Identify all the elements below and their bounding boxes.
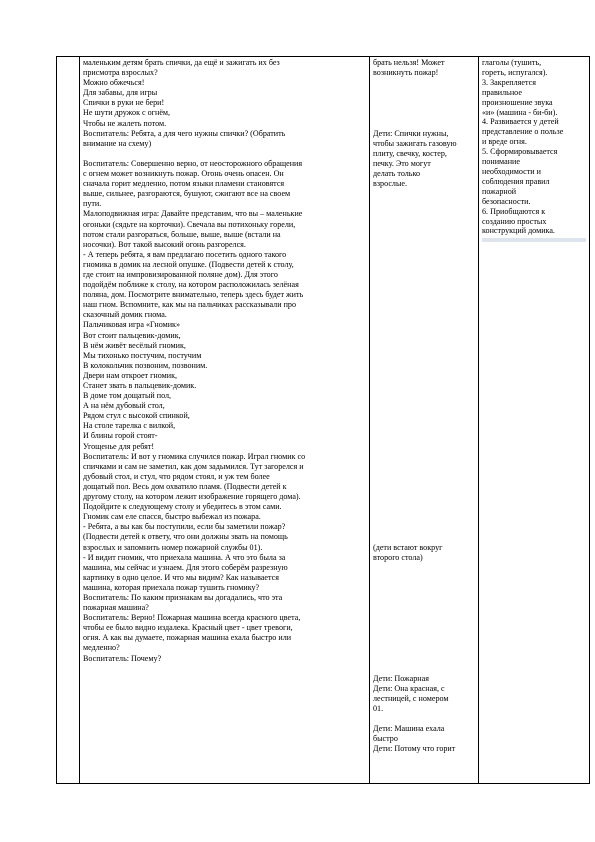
dialogue-line: Чтобы не жалеть потом. [83, 118, 167, 128]
dialogue-line: носочки). Вот такой высокий огонь разгорелся. [83, 239, 246, 249]
response-line [373, 512, 475, 522]
dialogue-line: - Ребята, а вы как бы поступили, если бы заметили пожар? [83, 522, 286, 532]
dialogue-line: В нём живёт весёлый гномик, [83, 340, 186, 350]
response-line [373, 341, 475, 351]
outcome-line: 5. Сформировывается [482, 147, 558, 157]
response-line [373, 532, 475, 542]
dialogue-line: выше, сильнее, разгораются, бушуют, сжигают все на своем [83, 189, 291, 199]
outcome-line: 4. Развивается у детей [482, 117, 559, 127]
response-line [373, 189, 475, 199]
response-line: взрослые. [373, 179, 407, 189]
response-line [373, 250, 475, 260]
children-responses-cell [370, 57, 479, 784]
dialogue-line: Мы тихонько постучим, постучим [83, 350, 202, 360]
response-line [373, 654, 475, 664]
outcome-line: 3. Закрепляется [482, 77, 536, 87]
response-line [373, 371, 475, 381]
response-line [373, 310, 475, 320]
outcome-line: представление о пользе [482, 127, 564, 137]
dialogue-line: картинку в одно целое. И что мы видим? Как называется [83, 572, 279, 582]
response-line [373, 462, 475, 472]
dialogue-line: Для забавы, для игры [83, 88, 158, 98]
response-line: плиту, свечку, костер, [373, 148, 447, 158]
dialogue-line: Двери нам откроет гномик, [83, 370, 178, 380]
response-line: Дети: Пожарная [373, 673, 429, 683]
response-line [373, 230, 475, 240]
response-line [373, 573, 475, 583]
outcome-line: гореть, испугался). [482, 67, 548, 77]
dialogue-line: сначала горит медленно, потом языки пламени становятся [83, 179, 285, 189]
response-line [373, 664, 475, 674]
outcome-line: безопасности. [482, 196, 531, 206]
dialogue-line: Гномик сам еле спасся, быстро выбежал из пожара. [83, 512, 261, 522]
dialogue-line: подойдём поближе к столу, на котором расположилась зелёная [83, 280, 299, 290]
dialogue-line: Воспитатель: Верно! Пожарная машина всегда красного цвета, [83, 613, 301, 623]
dialogue-line: В доме том дощатый пол, [83, 391, 172, 401]
response-line: печку. Это могут [373, 158, 431, 168]
response-line [373, 472, 475, 482]
table-row [57, 57, 590, 784]
dialogue-line: И блины горой стоят- [83, 431, 158, 441]
dialogue-line: Подойдите к следующему столу и убедитесь в этом сами. [83, 502, 282, 512]
response-line: (дети встают вокруг [373, 542, 443, 552]
response-line [373, 119, 475, 129]
dialogue-line: Не шути дружок с огнём, [83, 108, 171, 118]
response-line [373, 300, 475, 310]
dialogue-line: (Подвести детей к ответу, что они должны звать на помощь [83, 532, 288, 542]
response-line [373, 88, 475, 98]
dialogue-line: А на нём дубовый стол, [83, 401, 165, 411]
dialogue-line: маленьким детям брать спички, да ещё и зажигать их без [83, 58, 280, 67]
response-line [373, 331, 475, 341]
response-line [373, 603, 475, 613]
dialogue-line: Воспитатель: Почему? [83, 653, 162, 663]
dialogue-line: гномика в домик на лесной опушке. (Подвести детей к столу, [83, 259, 294, 269]
response-line [373, 290, 475, 300]
dialogue-line: - И видит гномик, что приехала машина. А что это была за [83, 552, 286, 562]
dialogue-line: Станет звать в пальцевик-домик. [83, 381, 197, 390]
dialogue-line: Воспитатель: По каким признакам вы догадались, что эта [83, 592, 283, 602]
dialogue-line: дощатый пол. Весь дом охватило пламя. (Подвести детей к [83, 481, 287, 491]
dialogue-line [83, 149, 366, 159]
outcome-line: и вреде огня. [482, 137, 527, 147]
dialogue-line: медленно? [83, 643, 120, 653]
dialogue-line: внимание на схему) [83, 138, 152, 148]
response-line: брать нельзя! Может [373, 58, 445, 67]
response-line [373, 280, 475, 290]
response-line [373, 209, 475, 219]
children-responses-text [373, 58, 475, 754]
response-line [373, 108, 475, 118]
response-line [373, 492, 475, 502]
dialogue-line: Воспитатель: Ребята, а для чего нужны спички? (Обратить [83, 128, 286, 138]
response-line [373, 563, 475, 573]
response-line [373, 593, 475, 603]
dialogue-line: взрослых и запомнить номер пожарной службы 01). [83, 542, 263, 552]
response-line [373, 421, 475, 431]
outcome-line: соблюдения правил [482, 176, 550, 186]
response-line [373, 240, 475, 250]
dialogue-line: Угощенье для ребят! [83, 441, 155, 451]
teacher-dialogue-text [83, 58, 366, 664]
response-line [373, 361, 475, 371]
dialogue-line: Пальчиковая игра «Гномик» [83, 320, 181, 330]
lesson-table [56, 56, 590, 784]
outcome-line: необходимости и [482, 166, 541, 176]
response-line [373, 320, 475, 330]
dialogue-line: пожарная машина? [83, 603, 149, 613]
response-line [373, 431, 475, 441]
response-line: возникнуть пожар! [373, 68, 439, 78]
response-line [373, 522, 475, 532]
dialogue-line: Вот стоит пальцевик-домик, [83, 330, 181, 340]
response-line [373, 452, 475, 462]
cell-shading-strip [482, 238, 586, 242]
response-line [373, 502, 475, 512]
dialogue-line: машина, мы сейчас и узнаем. Для этого соберём разрезную [83, 562, 288, 572]
outcome-line: «и» (машина - би-би). [482, 107, 558, 117]
response-line [373, 583, 475, 593]
dialogue-line: машина, которая приехала пожар тушить гномику? [83, 582, 260, 592]
response-line: Дети: Машина ехала [373, 724, 445, 734]
dialogue-line: огня. А как вы думаете, пожарная машина ехала быстро или [83, 633, 292, 643]
response-line: быстро [373, 734, 398, 744]
dialogue-line: где стоит на импровизированной поляне дом). Для этого [83, 269, 278, 279]
dialogue-line: Воспитатель: И вот у гномика случился пожар. Играл гномик со [83, 451, 306, 461]
response-line: чтобы зажигать газовую [373, 138, 457, 148]
response-line [373, 623, 475, 633]
dialogue-line: дубовый стол, и стул, что рядом стоял, и уж тем более [83, 471, 270, 481]
dialogue-line: другому столу, на котором лежит изображение горящего дома). [83, 492, 301, 502]
response-line [373, 260, 475, 270]
response-line [373, 633, 475, 643]
response-line: Дети: Потому что горит [373, 744, 456, 754]
response-line: Дети: Она красная, с [373, 683, 445, 693]
response-line [373, 220, 475, 230]
response-line [373, 714, 475, 724]
response-line [373, 381, 475, 391]
outcome-line: конструкций домика. [482, 226, 555, 236]
outcome-line: пожарной [482, 186, 517, 196]
response-line: делать только [373, 169, 421, 179]
response-line [373, 411, 475, 421]
dialogue-line: - А теперь ребята, я вам предлагаю посетить одного такого [83, 249, 287, 259]
dialogue-line: Малоподвижная игра: Давайте представим, что вы – маленькие [83, 209, 303, 219]
response-line: второго стола) [373, 552, 423, 562]
dialogue-line: потом стали разгораться, больше, выше, выше (встали на [83, 229, 281, 239]
response-line [373, 401, 475, 411]
response-line [373, 613, 475, 623]
dialogue-line: наш гном. Вспомните, как мы на пальчиках рассказывали про [83, 300, 296, 310]
dialogue-line: Рядом стул с высокой спинкой, [83, 411, 190, 421]
dialogue-line: Воспитатель: Совершенно верно, от неосторожного обращения [83, 158, 303, 168]
response-line: Дети: Спички нужны, [373, 128, 449, 138]
dialogue-line: поляна, дом. Посмотрите внимательно, теперь здесь будет жить [83, 290, 304, 300]
dialogue-line: сказочный домик гнома. [83, 310, 167, 320]
blank-column-cell [57, 57, 80, 784]
response-line: лестницей, с номером [373, 693, 449, 703]
dialogue-line: огоньки (сядьте на корточки). Свечала вы потихоньку горели, [83, 219, 296, 229]
outcome-line: созданию простых [482, 216, 547, 226]
response-line [373, 98, 475, 108]
outcome-line: 6. Приобщаются к [482, 206, 546, 216]
dialogue-line: спичками и сам не заметил, как дом задымился. Тут загорелся и [83, 461, 304, 471]
response-line [373, 78, 475, 88]
expected-outcomes-cell [479, 57, 590, 784]
response-line [373, 442, 475, 452]
outcome-line: произношение звука [482, 97, 553, 107]
dialogue-line: присмотра взрослых? [83, 68, 158, 78]
outcome-line: глаголы (тушить, [482, 58, 542, 67]
teacher-dialogue-cell [80, 57, 370, 784]
dialogue-line: Спички в руки не бери! [83, 98, 165, 108]
response-line [373, 270, 475, 280]
dialogue-line: В колокольчик позвоним, позвоним. [83, 360, 208, 370]
response-line [373, 199, 475, 209]
response-line: 01. [373, 704, 384, 713]
outcome-line: понимание [482, 157, 520, 167]
dialogue-line: пути. [83, 199, 102, 209]
response-line [373, 391, 475, 401]
dialogue-line: чтобы ее было видно издалека. Красный цвет - цвет тревоги, [83, 623, 293, 633]
response-line [373, 351, 475, 361]
response-line [373, 482, 475, 492]
outcome-line: правильное [482, 87, 522, 97]
dialogue-line: На столе тарелка с вилкой, [83, 421, 176, 431]
response-line [373, 643, 475, 653]
dialogue-line: Можно обжечься! [83, 78, 145, 88]
dialogue-line: с огнем может возникнуть пожар. Огонь очень опасен. Он [83, 169, 284, 179]
expected-outcomes-text [482, 58, 586, 236]
